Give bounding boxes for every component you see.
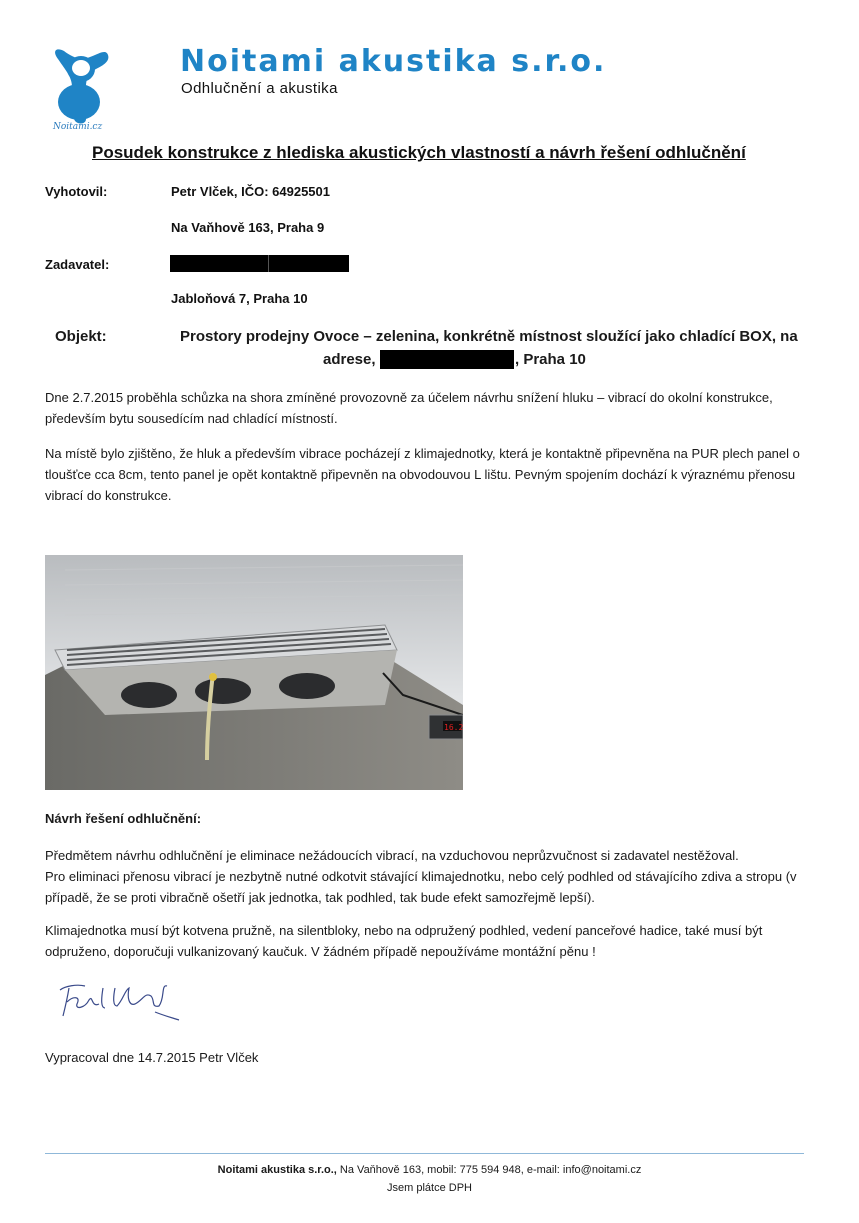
noitami-logo — [50, 47, 112, 133]
air-conditioner-photo — [45, 555, 463, 790]
footer-details: Na Vaňhově 163, mobil: 775 594 948, e-mail: info@noitami.cz — [336, 1164, 642, 1176]
objekt-line-2-prefix: adrese, — [323, 351, 376, 368]
temperature-readout: 16.2 — [444, 723, 463, 732]
logo-caption: Noitami.cz — [53, 122, 103, 132]
paragraph-findings — [45, 443, 820, 506]
footer-contact — [0, 1164, 859, 1176]
footer-vat: Jsem plátce DPH — [387, 1182, 472, 1194]
vyhotovil-label: Vyhotovil: — [45, 184, 108, 199]
prepared-by: Vypracoval dne 14.7.2015 Petr Vlček — [45, 1050, 259, 1065]
proposal-line-2: Pro eliminaci přenosu vibrací je nezbytně nutné odkotvit stávající klimajednotku, nebo celý podhled od stávajícího zdiva a stropu (v případě, že se proti vibračně ošetří jak jednotka, tak podhled, tak bude efekt samozřejmě lepší). — [45, 869, 797, 905]
company-name: Noitami akustika s.r.o. — [180, 44, 607, 79]
redaction-divider — [268, 255, 269, 272]
objekt-label: Objekt: — [55, 328, 107, 345]
paragraph-proposal — [45, 845, 820, 908]
redacted-address — [380, 350, 514, 369]
paragraph-intro — [45, 387, 820, 429]
navrh-title: Návrh řešení odhlučnění: — [45, 811, 202, 826]
paragraph-intro-text: Dne 2.7.2015 proběhla schůzka na shora zmíněné provozovně za účelem návrhu snížení hluku – vibrací do okolní konstrukce, především bytu sousedícím nad chladící místností. — [45, 390, 773, 426]
vyhotovil-name: Petr Vlček, IČO: 64925501 — [171, 184, 330, 199]
proposal-line-1: Předmětem návrhu odhlučnění je eliminace nežádoucích vibrací, na vzduchovou neprůzvučnost si zadavatel nestěžoval. — [45, 848, 739, 863]
zadavatel-label: Zadavatel: — [45, 257, 110, 272]
document-title: Posudek konstrukce z hlediska akustických vlastností a návrh řešení odhlučnění — [92, 143, 746, 162]
vyhotovil-address: Na Vaňhově 163, Praha 9 — [171, 220, 325, 235]
paragraph-findings-text: Na místě bylo zjištěno, že hluk a především vibrace pocházejí z klimajednotky, která je kontaktně připevněna na PUR plech panel o tloušťce cca 8cm, tento panel je opět kontaktně připevněn na obvodouvou L lištu. Pevným spojením dochází k výraznému přenosu vibrací do konstrukce. — [45, 446, 800, 503]
zadavatel-address: Jabloňová 7, Praha 10 — [171, 291, 308, 306]
footer-company: Noitami akustika s.r.o., — [217, 1164, 337, 1176]
mounting-text: Klimajednotka musí být kotvena pružně, na silentbloky, nebo na odpružený podhled, vedení pancеřové hadice, také musí být odpruženo, doporučuji vulkanizovaný kaučuk. V žádném případě nepoužíváme montážní pěnu ! — [45, 923, 763, 959]
handwritten-signature — [55, 978, 185, 1023]
objekt-line-2-suffix: , Praha 10 — [515, 351, 586, 368]
redacted-name — [170, 255, 349, 272]
paragraph-mounting — [45, 920, 820, 962]
objekt-line-1: Prostory prodejny Ovoce – zelenina, konkrétně místnost sloužící jako chladící BOX, na — [180, 328, 798, 345]
footer-divider — [45, 1153, 804, 1154]
company-subtitle: Odhlučnění a akustika — [181, 80, 338, 97]
